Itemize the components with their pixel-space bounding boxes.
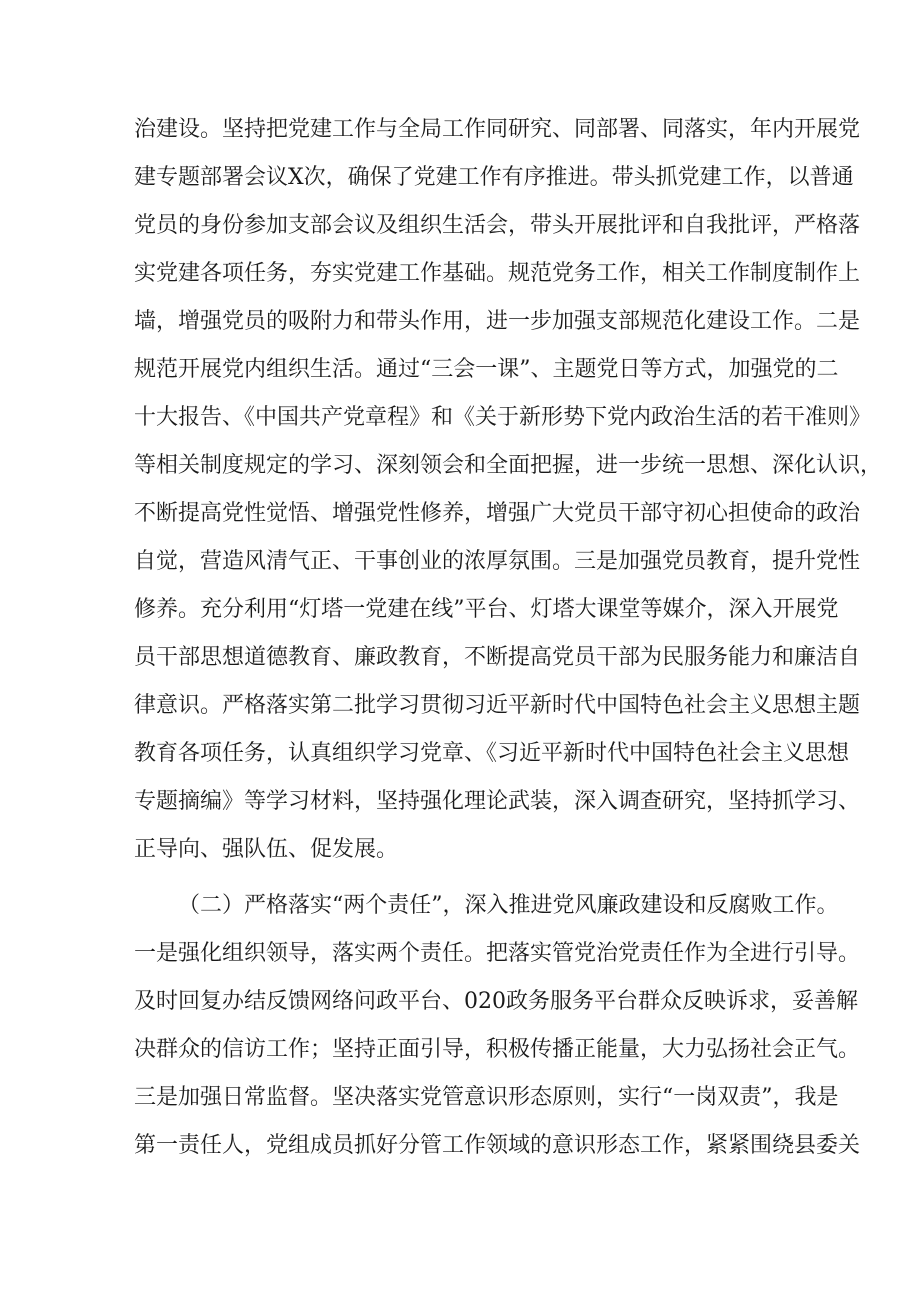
text-line: 律意识。严格落实第二批学习贯彻习近平新时代中国特色社会主义思想主题 xyxy=(134,693,861,718)
text-line: 三是加强日常监督。坚决落实党管意识形态原则，实行“一岗双责”，我是 xyxy=(134,1085,839,1110)
text-line: 实党建各项任务，夯实党建工作基础。规范党务工作，相关工作制度制作上 xyxy=(134,261,861,286)
text-line: 墙，增强党员的吸附力和带头作用，进一步加强支部规范化建设工作。二是 xyxy=(134,309,861,334)
text-line: 一是强化组织领导，落实两个责任。把落实管党治党责任作为全进行引导。 xyxy=(134,941,861,966)
text-line: 修养。充分利用“灯塔一党建在线”平台、灯塔大课堂等媒介，深入开展党 xyxy=(134,597,839,622)
text-line: 决群众的信访工作；坚持正面引导，积极传播正能量，大力弘扬社会正气。 xyxy=(134,1037,861,1062)
text-line: 专题摘编》等学习材料，坚持强化理论武装，深入调查研究，坚持抓学习、 xyxy=(134,789,861,814)
text-line: 等相关制度规定的学习、深刻领会和全面把握，进一步统一思想、深化认识， xyxy=(134,453,883,478)
text-line: 建专题部署会议X次，确保了党建工作有序推进。带头抓党建工作，以普通 xyxy=(134,165,854,190)
text-line: 及时回复办结反馈网络问政平台、020政务服务平台群众反映诉求，妥善解 xyxy=(134,989,858,1014)
text-line: 党员的身份参加支部会议及组织生活会，带头开展批评和自我批评，严格落 xyxy=(134,213,861,238)
text-line: 员干部思想道德教育、廉政教育，不断提高党员干部为民服务能力和廉洁自 xyxy=(134,645,861,670)
text-line: 正导向、强队伍、促发展。 xyxy=(134,837,399,862)
text-line: 教育各项任务，认真组织学习党章、《习近平新时代中国特色社会主义思想 xyxy=(134,741,850,766)
text-line: 第一责任人，党组成员抓好分管工作领域的意识形态工作，紧紧围绕县委关 xyxy=(134,1133,861,1158)
text-line: 十大报告、《中国共产党章程》和《关于新形势下党内政治生活的若干准则》 xyxy=(134,405,872,430)
text-line: 不断提高党性觉悟、增强党性修养，增强广大党员干部守初心担使命的政治 xyxy=(134,501,861,526)
text-line: 规范开展党内组织生活。通过“三会一课”、主题党日等方式，加强党的二 xyxy=(134,357,839,382)
text-line: 治建设。坚持把党建工作与全局工作同研究、同部署、同落实，年内开展党 xyxy=(134,117,861,142)
section-heading-line: （二）严格落实“两个责任”，深入推进党风廉政建设和反腐败工作。 xyxy=(178,893,839,918)
text-line: 自觉，营造风清气正、干事创业的浓厚氛围。三是加强党员教育，提升党性 xyxy=(134,549,861,574)
